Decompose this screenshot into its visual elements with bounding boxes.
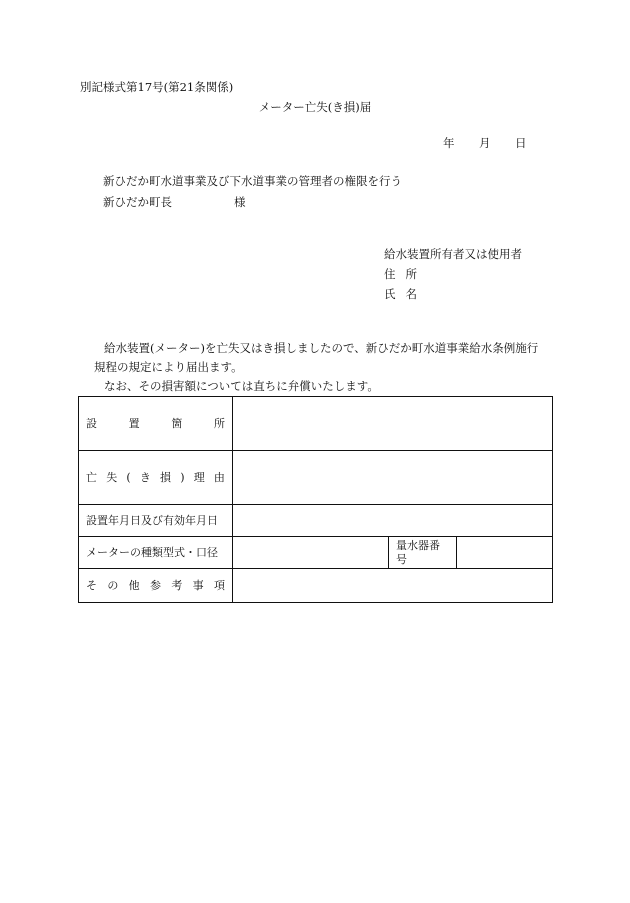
location-label-text: 設 置 箇 所 <box>86 416 225 430</box>
addressee-line-2 <box>103 196 246 210</box>
form-number: 別記様式第17号(第21条関係) <box>80 80 234 94</box>
table-row <box>79 569 553 603</box>
table-row <box>79 397 553 451</box>
other-notes-label <box>79 569 233 603</box>
reason-field[interactable] <box>233 451 553 505</box>
addressee-line-1: 新ひだか町水道事業及び下水道事業の管理者の権限を行う <box>103 174 402 188</box>
body-text-line-1: 給水装置(メーター)を亡失又はき損しましたので、新ひだか町水道事業給水条例施行 <box>104 341 539 355</box>
body-text-line-2: 規程の規定により届出ます。 <box>94 360 243 374</box>
table-row <box>79 505 553 537</box>
meter-type-field[interactable] <box>233 536 389 569</box>
date-month-label: 月 <box>479 136 491 150</box>
date-row <box>443 137 527 151</box>
reason-label <box>79 451 233 505</box>
other-notes-label-text: そ の 他 参 考 事 項 <box>86 579 225 593</box>
applicant-name-label: 氏名 <box>384 287 427 301</box>
document-title: メーター亡失(き損)届 <box>258 100 372 114</box>
body-text-line-3: なお、その損害額については直ちに弁償いたします。 <box>104 379 379 393</box>
meter-number-field[interactable] <box>457 536 553 569</box>
install-date-label: 設置年月日及び有効年月日 <box>79 505 233 537</box>
meter-type-label: メーターの種類型式・口径 <box>79 536 233 569</box>
reason-label-text: 亡 失 ( き 損 ) 理 由 <box>86 470 225 484</box>
applicant-heading: 給水装置所有者又は使用者 <box>384 247 522 261</box>
location-field[interactable] <box>233 397 553 451</box>
applicant-address-label: 住所 <box>384 267 427 281</box>
table-row <box>79 536 553 569</box>
addressee-mayor: 新ひだか町長 <box>103 195 172 209</box>
table-row <box>79 451 553 505</box>
location-label <box>79 397 233 451</box>
date-year-label: 年 <box>443 136 455 150</box>
install-date-field[interactable] <box>233 505 553 537</box>
other-notes-field[interactable] <box>233 569 553 603</box>
meter-number-label: 量水器番号 <box>389 536 457 569</box>
form-table <box>78 396 553 603</box>
addressee-honorific: 様 <box>234 195 246 209</box>
date-day-label: 日 <box>515 136 527 150</box>
